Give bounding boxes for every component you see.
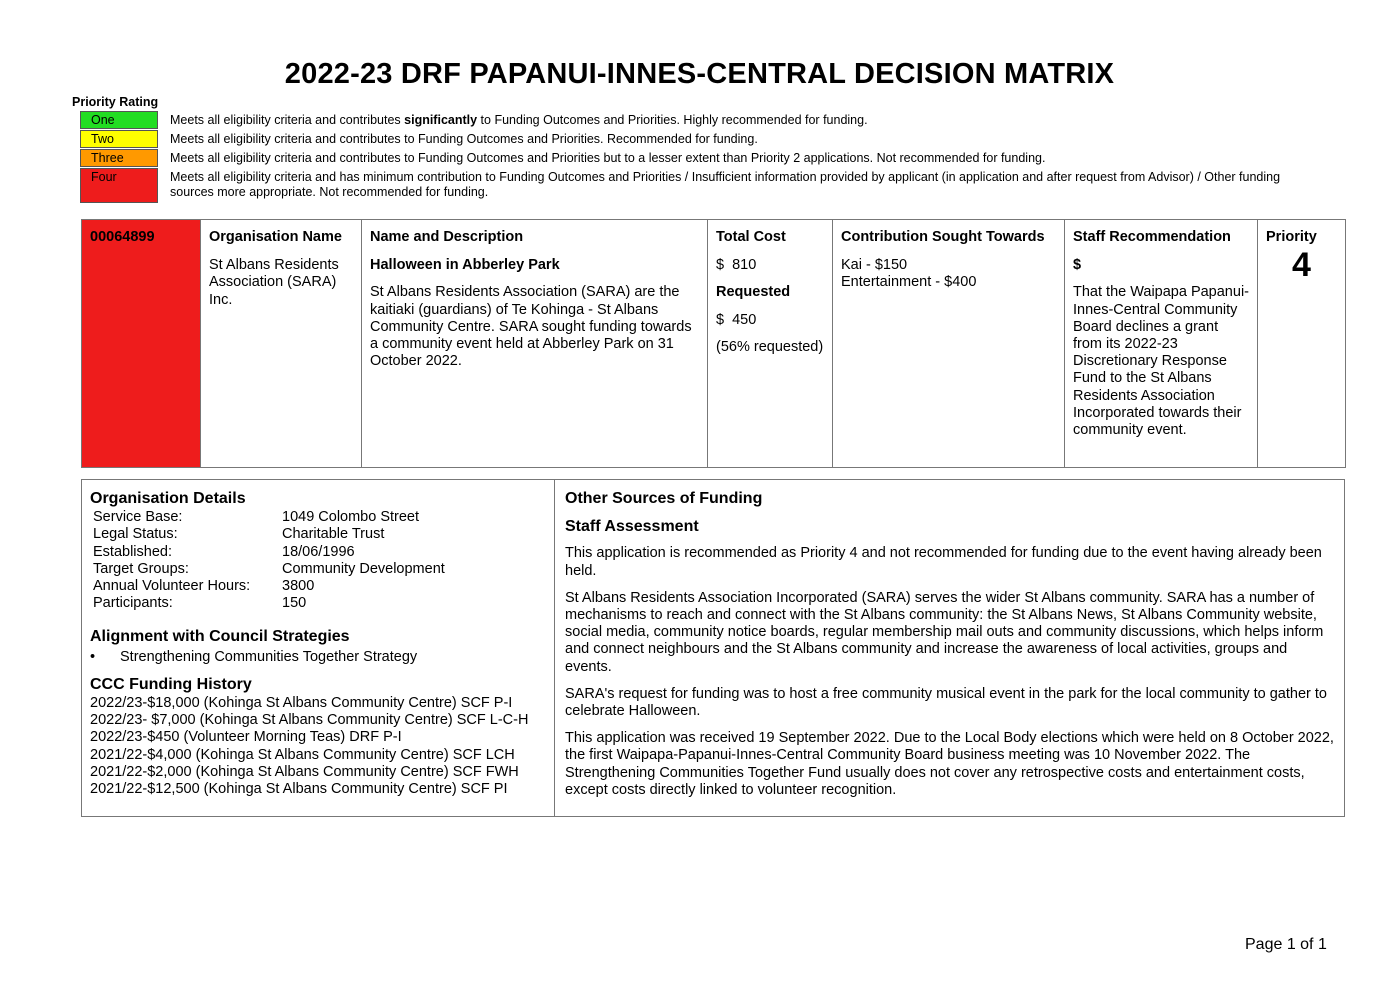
requested-percent: (56% requested) [716,338,824,355]
funding-history-heading: CCC Funding History [90,675,252,693]
assessment-paragraph: This application was received 19 September 2022. Due to the Local Body elections which were held on 8 October 2022, the first Waipapa-Papanui-Innes-Central Community Board business meeting was 10 November 2022. The Strengthening Communities Together Fund usually does not cover any retrospective costs and entertainment costs, except costs directly linked to volunteer recognition. [565,730,1334,798]
contribution-header: Contribution Sought Towards [841,229,1045,245]
page-number: Page 1 of 1 [1245,936,1327,953]
funding-history-list [90,695,554,798]
assessment-paragraph: SARA's request for funding was to host a free community musical event in the park for the local community to gather to celebrate Halloween. [565,685,1327,720]
page-title: 2022-23 DRF PAPANUI-INNES-CENTRAL DECISION MATRIX [284,58,1115,90]
staff-recommendation-cell [1065,220,1258,468]
staff-assessment-heading: Staff Assessment [565,518,699,536]
organisation-details-list [90,509,554,612]
funding-history-item: 2021/22-$4,000 (Kohinga St Albans Community Centre) SCF LCH [90,746,515,763]
staff-recommendation-amount: $ [1073,257,1082,274]
detail-row: Annual Volunteer Hours: 3800 [93,578,315,595]
assessment-column [556,480,1344,816]
detail-row: Established: 18/06/1996 [93,543,355,560]
total-cost-value: $ 810 [716,257,757,274]
application-id-cell [82,220,201,468]
priority-three-swatch: Three [80,149,158,167]
staff-recommendation-header: Staff Recommendation [1073,229,1231,245]
priority-one-swatch: One [80,111,158,129]
priority-two-swatch: Two [80,130,158,148]
priority-four-swatch: Four [80,168,158,203]
funding-history-item: 2021/22-$2,000 (Kohinga St Albans Community Centre) SCF FWH [90,763,519,780]
name-description-cell [362,220,708,468]
priority-one-text: Meets all eligibility criteria and contributes significantly to Funding Outcomes and Priorities. Highly recommended for funding. [170,113,868,127]
priority-three-text: Meets all eligibility criteria and contributes to Funding Outcomes and Priorities but to a lesser extent than Priority 2 applications. Not recommended for funding. [170,151,1046,165]
contribution-item: Entertainment - $400 [841,274,977,291]
assessment-paragraph: St Albans Residents Association Incorporated (SARA) serves the wider St Albans community. SARA has a number of mechanisms to reach and connect with the St Albans community: the St Albans News, St Albans Community website, social media, community notice boards, regular membership mail outs and community discussions, which helps inform and connect neighbours and the St Albans community and increase the awareness of local activities, groups and events. [565,589,1324,675]
total-cost-cell [708,220,833,468]
funding-history-item: 2022/23-$450 (Volunteer Morning Teas) DRF P-I [90,729,402,746]
organisation-details-column [82,480,555,816]
detail-row: Target Groups: Community Development [93,560,445,577]
total-cost-header: Total Cost [716,229,786,245]
project-description: St Albans Residents Association (SARA) are the kaitiaki (guardians) of Te Kohinga - St Albans Community Centre. SARA sought funding towards a community event held at Abberley Park on 31 October 2022. [370,284,692,370]
details-panel [81,479,1345,817]
priority-header: Priority [1266,229,1317,245]
priority-two-text: Meets all eligibility criteria and contributes to Funding Outcomes and Priorities. Recommended for funding. [170,132,758,146]
requested-amount: $ 450 [716,311,757,328]
other-funding-heading: Other Sources of Funding [565,490,763,507]
priority-cell [1258,220,1346,468]
priority-rating-label: Priority Rating [72,95,159,109]
organisation-name: St Albans Residents Association (SARA) Inc. [209,257,339,308]
alignment-item: • Strengthening Communities Together Strategy [90,649,554,666]
name-description-header: Name and Description [370,229,524,245]
contribution-cell [833,220,1065,468]
organisation-cell [201,220,362,468]
alignment-list [90,649,554,666]
project-name: Halloween in Abberley Park [370,257,560,274]
priority-four-text: Meets all eligibility criteria and has minimum contribution to Funding Outcomes and Priorities / Insufficient information provided by applicant (in application and after request from Advisor) / Other funding sources more appropriate. Not recommended for funding. [170,170,1281,199]
assessment-paragraph: This application is recommended as Priority 4 and not recommended for funding due to the event having already been held. [565,545,1322,579]
application-row [82,220,1346,468]
detail-row: Service Base: 1049 Colombo Street [93,509,420,526]
organisation-details-heading: Organisation Details [90,490,246,507]
funding-history-item: 2022/23-$18,000 (Kohinga St Albans Community Centre) SCF P-I [90,695,513,712]
requested-label: Requested [716,284,791,301]
detail-row: Legal Status: Charitable Trust [93,526,385,543]
organisation-header: Organisation Name [209,229,342,245]
application-table [81,219,1346,468]
funding-history-item: 2021/22-$12,500 (Kohinga St Albans Community Centre) SCF PI [90,781,508,798]
alignment-heading: Alignment with Council Strategies [90,628,350,646]
funding-history-item: 2022/23- $7,000 (Kohinga St Albans Community Centre) SCF L-C-H [90,712,529,729]
staff-recommendation-text: That the Waipapa Papanui-Innes-Central Community Board declines a grant from its 2022-23 Discretionary Response Fund to the St Albans Residents Association Incorporated towards their community event. [1073,284,1249,439]
application-id: 00064899 [90,229,155,245]
detail-row: Participants: 150 [93,595,307,612]
priority-value: 4 [1292,246,1311,285]
contribution-item: Kai - $150 [841,257,908,274]
